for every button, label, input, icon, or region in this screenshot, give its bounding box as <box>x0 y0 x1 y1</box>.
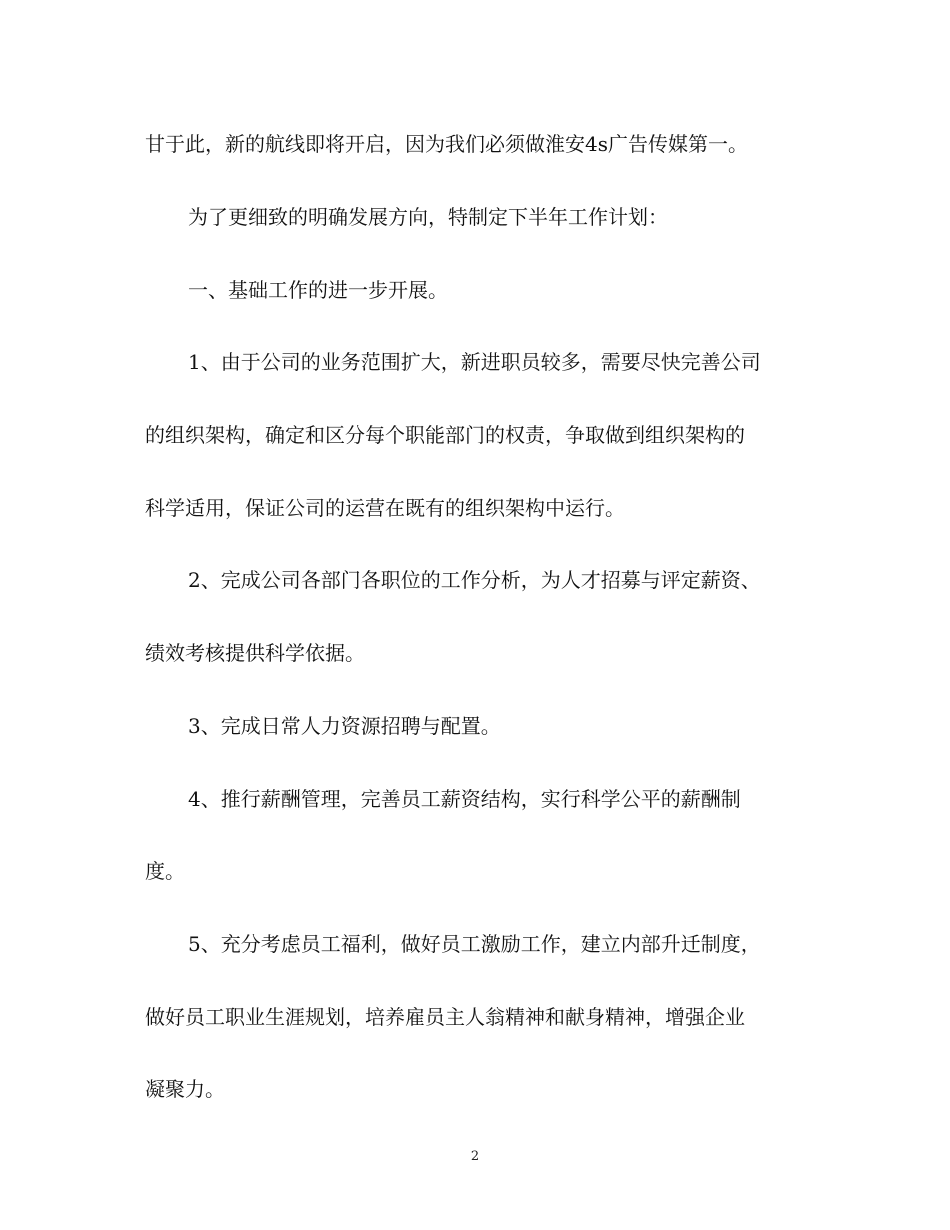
paragraph-line: 甘于此，新的航线即将开启，因为我们必须做淮安4s广告传媒第一。 <box>145 132 748 156</box>
page-number: 2 <box>470 1149 480 1164</box>
section-heading: 一、基础工作的进一步开展。 <box>188 278 448 302</box>
paragraph-line: 的组织架构，确定和区分每个职能部门的权责，争取做到组织架构的 <box>145 423 745 447</box>
paragraph-line: 5、充分考虑员工福利，做好员工激励工作，建立内部升迁制度， <box>188 932 761 956</box>
paragraph-line: 度。 <box>145 859 185 883</box>
paragraph-line: 做好员工职业生涯规划，培养雇员主人翁精神和献身精神，增强企业 <box>145 1005 745 1029</box>
paragraph-line: 凝聚力。 <box>145 1077 225 1101</box>
paragraph-line: 3、完成日常人力资源招聘与配置。 <box>188 714 501 738</box>
paragraph-line: 4、推行薪酬管理，完善员工薪资结构，实行科学公平的薪酬制 <box>188 787 741 811</box>
paragraph-line: 2、完成公司各部门各职位的工作分析，为人才招募与评定薪资、 <box>188 568 761 592</box>
paragraph-line: 科学适用，保证公司的运营在既有的组织架构中运行。 <box>145 496 625 520</box>
paragraph-line: 1、由于公司的业务范围扩大，新进职员较多，需要尽快完善公司 <box>188 350 761 374</box>
paragraph-line: 为了更细致的明确发展方向，特制定下半年工作计划： <box>188 205 668 229</box>
paragraph-line: 绩效考核提供科学依据。 <box>145 641 365 665</box>
